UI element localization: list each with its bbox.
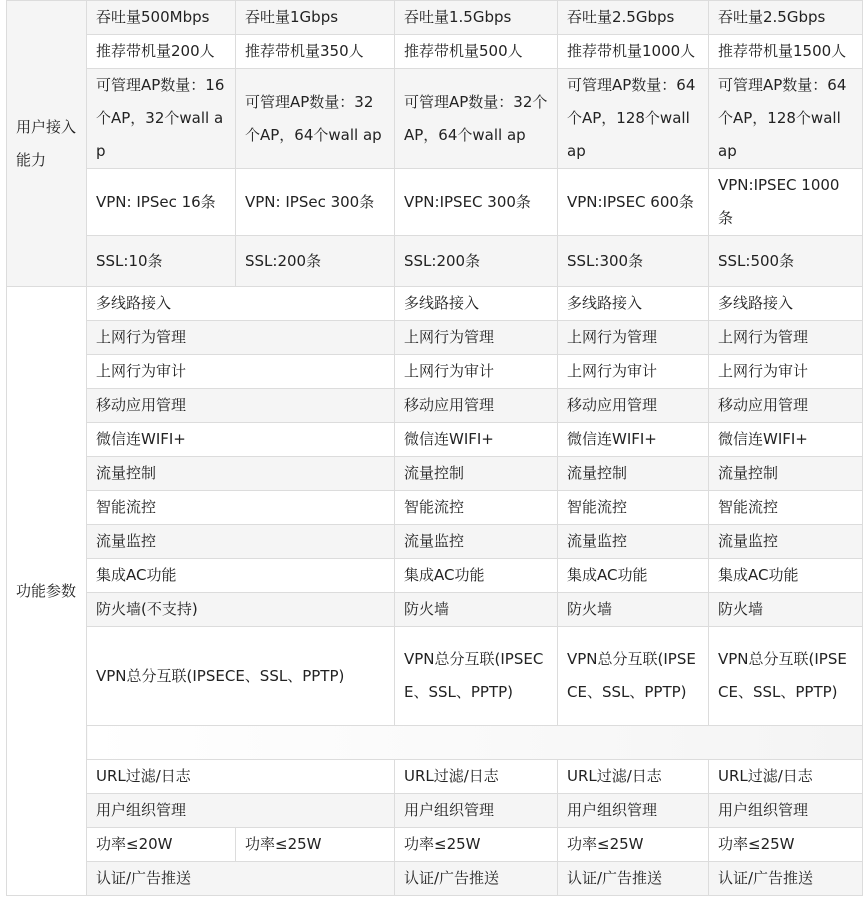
table-cell: VPN: IPSec 16条: [87, 169, 236, 236]
table-cell: 上网行为管理: [709, 321, 863, 355]
table-row-wechat-wifi: [7, 423, 863, 457]
table-row-firewall: [7, 593, 863, 627]
table-row-users: [7, 35, 863, 69]
table-cell: URL过滤/日志: [709, 760, 863, 794]
cell-text: 可管理AP数量：64个AP，128个wall ap: [567, 76, 696, 160]
category-features: [7, 287, 87, 896]
cell-text: VPN总分互联(IPSECE、SSL、PPTP): [567, 650, 696, 701]
table-cell: 智能流控: [558, 491, 709, 525]
table-cell: VPN:IPSEC 600条: [558, 169, 709, 236]
table-cell: 流量控制: [558, 457, 709, 491]
table-cell: 推荐带机量350人: [236, 35, 395, 69]
table-cell: 上网行为审计: [709, 355, 863, 389]
table-cell: 功率≤25W: [558, 828, 709, 862]
table-row-ac: [7, 559, 863, 593]
table-row-behavior-audit: [7, 355, 863, 389]
table-cell: 上网行为管理: [395, 321, 558, 355]
table-row-blank: [7, 726, 863, 760]
table-cell: 移动应用管理: [87, 389, 395, 423]
table-cell: 移动应用管理: [395, 389, 558, 423]
table-cell: 用户组织管理: [395, 794, 558, 828]
table-cell: 智能流控: [709, 491, 863, 525]
table-cell: [709, 169, 863, 236]
table-cell: [395, 69, 558, 169]
table-cell: 吞吐量1Gbps: [236, 1, 395, 35]
category-label: 用户接入能力: [16, 117, 77, 169]
table-cell: [395, 627, 558, 726]
table-cell: 多线路接入: [395, 287, 558, 321]
table-cell: 防火墙: [395, 593, 558, 627]
table-cell: URL过滤/日志: [87, 760, 395, 794]
table-cell: SSL:300条: [558, 236, 709, 287]
table-cell: VPN:IPSEC 300条: [395, 169, 558, 236]
table-cell: [709, 627, 863, 726]
table-cell: 用户组织管理: [558, 794, 709, 828]
table-cell: SSL:200条: [395, 236, 558, 287]
table-cell: VPN总分互联(IPSECE、SSL、PPTP): [87, 627, 395, 726]
table-cell: 认证/广告推送: [709, 862, 863, 896]
table-row-flow-control: [7, 457, 863, 491]
table-row-ap: [7, 69, 863, 169]
table-cell: 流量监控: [87, 525, 395, 559]
cell-text: VPN:IPSEC 1000条: [718, 176, 840, 227]
table-cell: SSL:10条: [87, 236, 236, 287]
table-cell: 上网行为管理: [87, 321, 395, 355]
table-cell: VPN: IPSec 300条: [236, 169, 395, 236]
cell-text: 可管理AP数量：64个AP，128个wall ap: [718, 76, 847, 160]
table-cell: 吞吐量2.5Gbps: [709, 1, 863, 35]
table-cell: 推荐带机量200人: [87, 35, 236, 69]
table-cell: 智能流控: [395, 491, 558, 525]
table-cell: 集成AC功能: [709, 559, 863, 593]
table-row-behavior-mgmt: [7, 321, 863, 355]
table-cell: 推荐带机量1000人: [558, 35, 709, 69]
table-cell: 防火墙: [709, 593, 863, 627]
table-cell: 上网行为管理: [558, 321, 709, 355]
table-cell: 微信连WIFI+: [395, 423, 558, 457]
table-cell: 微信连WIFI+: [558, 423, 709, 457]
table-cell: 流量控制: [87, 457, 395, 491]
table-cell: 多线路接入: [87, 287, 395, 321]
table-cell: [558, 627, 709, 726]
table-cell: 用户组织管理: [709, 794, 863, 828]
table-cell: URL过滤/日志: [558, 760, 709, 794]
table-cell: 推荐带机量1500人: [709, 35, 863, 69]
table-cell: 推荐带机量500人: [395, 35, 558, 69]
cell-text: VPN总分互联(IPSECE、SSL、PPTP): [404, 650, 544, 701]
table-cell: 认证/广告推送: [395, 862, 558, 896]
table-cell: 流量控制: [709, 457, 863, 491]
table-row-throughput: [7, 1, 863, 35]
table-cell: 智能流控: [87, 491, 395, 525]
table-cell: 防火墙(不支持): [87, 593, 395, 627]
table-cell: 多线路接入: [709, 287, 863, 321]
table-cell: 集成AC功能: [395, 559, 558, 593]
table-row-mobile-app: [7, 389, 863, 423]
table-cell: 集成AC功能: [558, 559, 709, 593]
table-cell: 移动应用管理: [558, 389, 709, 423]
table-cell: 流量监控: [395, 525, 558, 559]
table-cell: SSL:500条: [709, 236, 863, 287]
table-cell: [236, 69, 395, 169]
cell-text: 可管理AP数量：32个AP，64个wall ap: [404, 92, 548, 144]
table-cell: 吞吐量1.5Gbps: [395, 1, 558, 35]
table-row-smart-flow: [7, 491, 863, 525]
table-cell: 认证/广告推送: [558, 862, 709, 896]
table-row-vpn: [7, 169, 863, 236]
table-cell: SSL:200条: [236, 236, 395, 287]
table-cell: 功率≤20W: [87, 828, 236, 862]
table-cell: 微信连WIFI+: [709, 423, 863, 457]
category-label: 功能参数: [16, 581, 77, 600]
table-cell: [709, 69, 863, 169]
table-cell: 流量控制: [395, 457, 558, 491]
blank-cell: [87, 726, 863, 760]
table-cell: 上网行为审计: [558, 355, 709, 389]
table-cell: 集成AC功能: [87, 559, 395, 593]
table-cell: 上网行为审计: [87, 355, 395, 389]
table-row-org: [7, 794, 863, 828]
table-cell: 流量监控: [709, 525, 863, 559]
cell-text: VPN总分互联(IPSECE、SSL、PPTP): [718, 650, 847, 701]
table-cell: [87, 69, 236, 169]
table-cell: 吞吐量2.5Gbps: [558, 1, 709, 35]
table-cell: URL过滤/日志: [395, 760, 558, 794]
table-cell: 防火墙: [558, 593, 709, 627]
table-cell: 功率≤25W: [236, 828, 395, 862]
table-cell: 认证/广告推送: [87, 862, 395, 896]
table-cell: 多线路接入: [558, 287, 709, 321]
table-cell: 吞吐量500Mbps: [87, 1, 236, 35]
table-row-multiline: [7, 287, 863, 321]
table-row-power: [7, 828, 863, 862]
table-cell: 功率≤25W: [709, 828, 863, 862]
table-cell: 微信连WIFI+: [87, 423, 395, 457]
spec-table: [6, 0, 863, 896]
table-cell: 功率≤25W: [395, 828, 558, 862]
cell-text: 可管理AP数量：16个AP，32个wall ap: [96, 76, 225, 160]
cell-text: 可管理AP数量：32个AP，64个wall ap: [245, 92, 382, 144]
table-cell: [558, 69, 709, 169]
table-cell: 移动应用管理: [709, 389, 863, 423]
table-row-ssl: [7, 236, 863, 287]
table-row-url: [7, 760, 863, 794]
table-row-vpn-link: [7, 627, 863, 726]
table-row-flow-monitor: [7, 525, 863, 559]
table-cell: 流量监控: [558, 525, 709, 559]
table-cell: 上网行为审计: [395, 355, 558, 389]
table-row-auth: [7, 862, 863, 896]
table-cell: 用户组织管理: [87, 794, 395, 828]
category-user-access: [7, 1, 87, 287]
